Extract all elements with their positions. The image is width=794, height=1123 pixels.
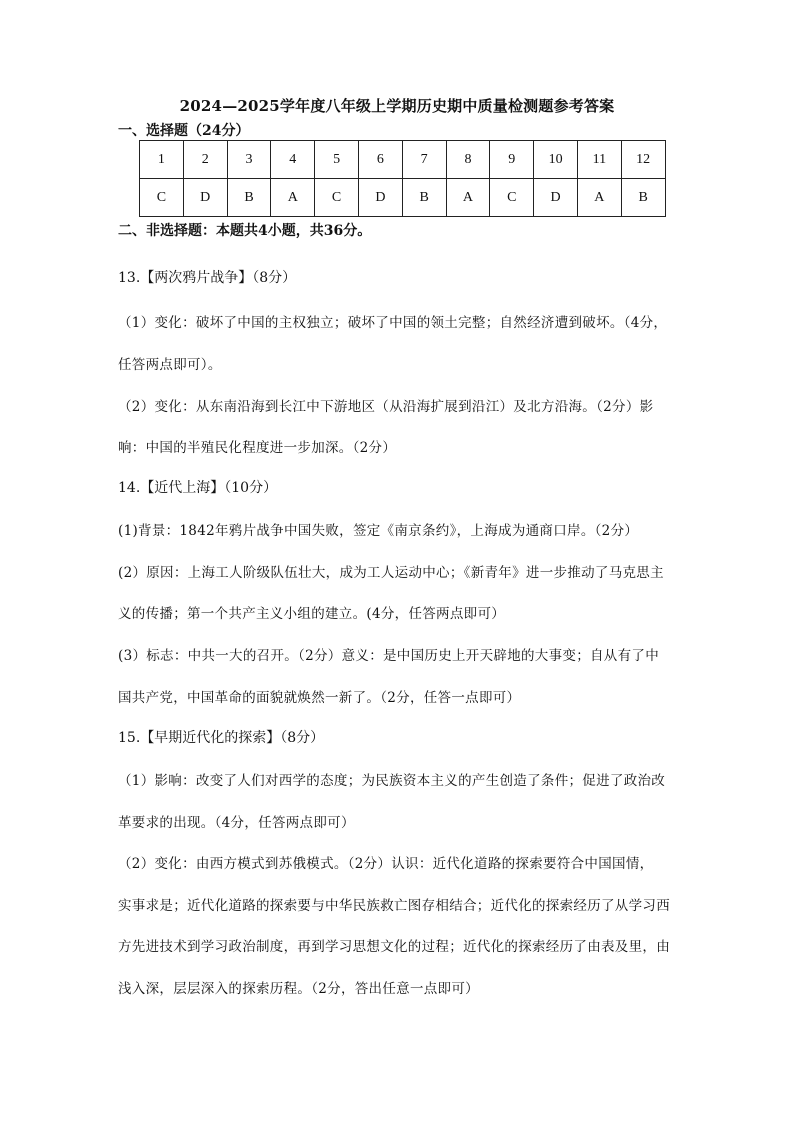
answer-cell: C	[490, 179, 534, 217]
q13-line: 任答两点即可）。	[118, 357, 222, 373]
q15-line: 浅入深，层层深入的探索历程。（2分，答出任意一点即可）	[118, 981, 479, 997]
answer-cell: B	[621, 179, 665, 217]
q14-line: (2）原因：上海工人阶级队伍壮大，成为工人运动中心；《新青年》进一步推动了马克思主	[118, 565, 664, 581]
q15-line: 革要求的出现。（4分，任答两点即可）	[118, 815, 355, 831]
answer-cell: A	[577, 179, 621, 217]
q13-line: 响：中国的半殖民化程度进一步加深。（2分）	[118, 440, 397, 456]
answer-cell: D	[534, 179, 578, 217]
question-number-cell: 9	[490, 141, 534, 179]
q15-line: （1）影响：改变了人们对西学的态度；为民族资本主义的产生创造了条件；促进了政治改	[118, 773, 666, 789]
q15-line: 方先进技术到学习政治制度，再到学习思想文化的过程；近代化的探索经历了由表及里，由	[118, 939, 670, 955]
answer-row	[140, 179, 666, 217]
answer-cell: A	[446, 179, 490, 217]
question-number-cell: 5	[315, 141, 359, 179]
question-number-cell: 4	[271, 141, 315, 179]
answer-cell: B	[402, 179, 446, 217]
question-number-cell: 1	[140, 141, 184, 179]
q14-heading: 14.【近代上海】（10分）	[118, 480, 278, 496]
answer-cell: D	[183, 179, 227, 217]
question-number-cell: 8	[446, 141, 490, 179]
section2-heading: 二、非选择题：本题共4小题，共36分。	[118, 223, 372, 239]
q14-line: 国共产党，中国革命的面貌就焕然一新了。（2分，任答一点即可）	[118, 690, 521, 706]
question-number-row	[140, 141, 666, 179]
question-number-cell: 3	[227, 141, 271, 179]
q13-line: （1）变化：破坏了中国的主权独立；破坏了中国的领土完整；自然经济遭到破坏。（4分，	[118, 315, 668, 331]
answer-cell: B	[227, 179, 271, 217]
q14-line: (3）标志：中共一大的召开。（2分）意义：是中国历史上开天辟地的大事变；自从有了中	[118, 648, 659, 664]
q15-heading: 15.【早期近代化的探索】（8分）	[118, 730, 325, 746]
answer-cell: C	[315, 179, 359, 217]
question-number-cell: 7	[402, 141, 446, 179]
question-number-cell: 10	[534, 141, 578, 179]
answer-cell: C	[140, 179, 184, 217]
q14-line: 义的传播；第一个共产主义小组的建立。(4分，任答两点即可）	[118, 606, 506, 622]
question-number-cell: 6	[358, 141, 402, 179]
q13-heading: 13.【两次鸦片战争】（8分）	[118, 270, 297, 286]
q14-line: (1)背景：1842年鸦片战争中国失败，签定《南京条约》，上海成为通商口岸。（2分）	[118, 523, 639, 539]
q15-line: 实事求是；近代化道路的探索要与中华民族救亡图存相结合；近代化的探索经历了从学习西	[118, 898, 670, 914]
answer-cell: A	[271, 179, 315, 217]
question-number-cell: 2	[183, 141, 227, 179]
section1-heading: 一、选择题（24分）	[118, 123, 250, 139]
q13-line: （2）变化：从东南沿海到长江中下游地区（从沿海扩展到沿江）及北方沿海。（2分）影	[118, 399, 654, 415]
question-number-cell: 12	[621, 141, 665, 179]
question-number-cell: 11	[577, 141, 621, 179]
page-title: 2024—2025学年度八年级上学期历史期中质量检测题参考答案	[179, 97, 615, 115]
answer-table	[139, 140, 666, 217]
answer-cell: D	[358, 179, 402, 217]
q15-line: （2）变化：由西方模式到苏俄模式。（2分）认识：近代化道路的探索要符合中国国情，	[118, 856, 654, 872]
